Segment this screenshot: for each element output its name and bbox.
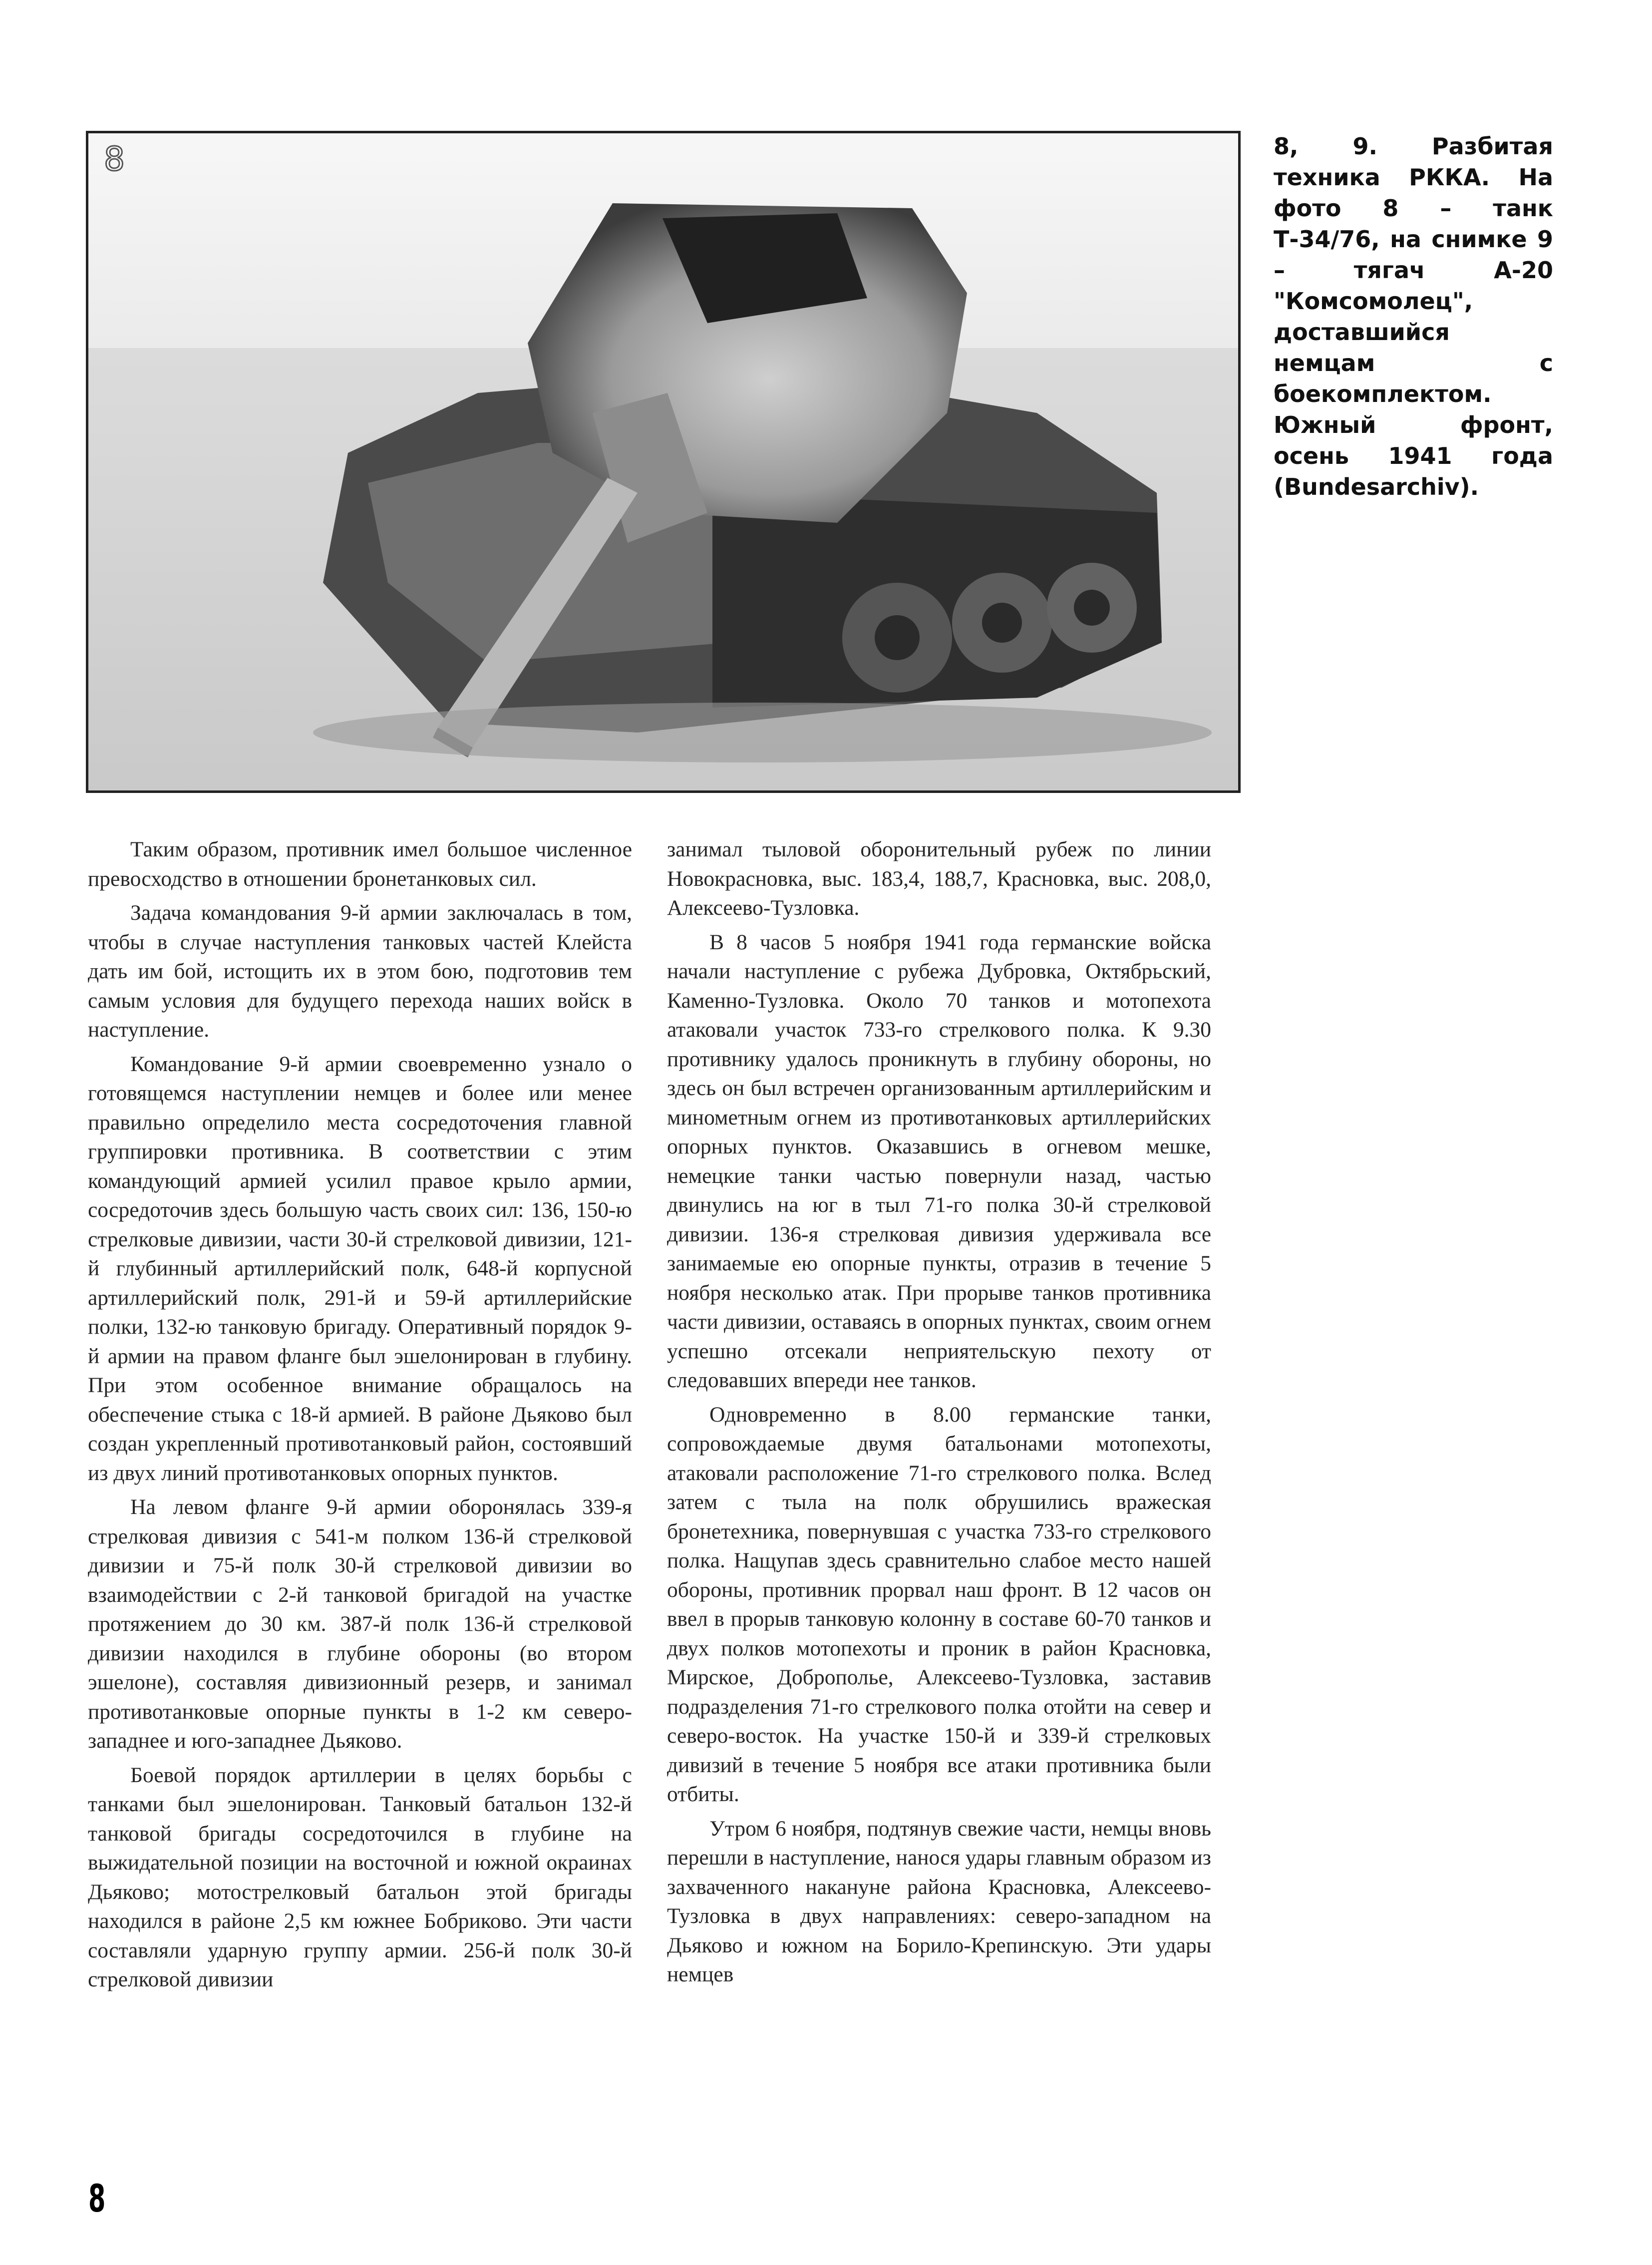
text-column-right (667, 835, 1211, 1989)
tank-photo (86, 131, 1241, 793)
paragraph: На левом фланге 9-й армии оборонялась 339-я стрелковая дивизия с 541-м полком 136-й стрелковой дивизии и 75-й полк 30-й стрелковой дивизии во взаимодействии с 2-й танковой бригадой на участке протяжением до 30 км. 387-й полк 136-й стрелковой дивизии находился в глубине обороны (во втором эшелоне), составляя дивизионный резерв, и занимал противотанковые опорные пункты в 1-2 км северо-западнее и юго-западнее Дьяково. (88, 1495, 632, 1753)
photo-number: 8 (104, 140, 125, 178)
paragraph: Командование 9-й армии своевременно узнало о готовящемся наступлении немцев и более или менее правильно определило места сосредоточения главной группировки противника. В соответствии с этим командующий армией усилил правое крыло армии, сосредоточив здесь большую часть своих сил: 136, 150-ю стрелковые дивизии, части 30-й стрелковой дивизии, 121-й глубинный артиллерийский полк, 648-й корпусной артиллерийский полк, 291-й и 59-й артиллерийские полки, 132-ю танковую бригаду. Оперативный порядок 9-й армии на правом фланге был эшелонирован в глубину. При этом особенное внимание обращалось на обеспечение стыка с 18-й армией. В районе Дьяково был создан укрепленный противотанковый район, состоявший из двух линий противотанковых опорных пунктов. (88, 1052, 632, 1485)
text-column-left (88, 835, 632, 1994)
paragraph: В 8 часов 5 ноября 1941 года германские войска начали наступление с рубежа Дубровка, Октябрьский, Каменно-Тузловка. Около 70 танков и мотопехота атаковали участок 733-го стрелкового полка. К 9.30 противнику удалось проникнуть в глубину обороны, но здесь он был встречен организованным артиллерийским и минометным огнем из противотанковых артиллерийских опорных пунктов. Оказавшись в огневом мешке, немецкие танки частью повернули назад, частью двинулись на юг в тыл 71-го полка 30-й стрелковой дивизии. 136-я стрелковая дивизия удерживала все занимаемые ею опорные пункты, отразив в течение 5 ноября несколько атак. При прорыве танков противника части дивизии, оставаясь в опорных пунктах, своим огнем успешно отсекали неприятельскую пехоту от следовавших впереди нее танков. (667, 930, 1211, 1392)
page-number: 8 (88, 2176, 106, 2221)
destroyed-t34-tank-illustration (88, 133, 1238, 790)
paragraph: Одновременно в 8.00 германские танки, сопровождаемые двумя батальонами мотопехоты, атаковали расположение 71-го стрелкового полка. Вслед затем с тыла на полк обрушились вражеская бронетехника, повернувшая с участка 733-го стрелкового полка. Нащупав здесь сравнительно слабое место нашей обороны, противник прорвал наш фронт. В 12 часов он ввел в прорыв танковую колонну в составе 60-70 танков и двух полков мотопехоты и проник в район Красновка, Мирское, Доброполье, Алексеево-Тузловка, заставив подразделения 71-го стрелкового полка отойти на север и северо-восток. На участке 150-й и 339-й стрелковых дивизий в течение 5 ноября все атаки противника были отбиты. (667, 1402, 1211, 1806)
paragraph: занимал тыловой оборонительный рубеж по линии Новокрасновка, выс. 183,4, 188,7, Красновка, выс. 208,0, Алексеево-Тузловка. (667, 837, 1211, 920)
paragraph: Утром 6 ноября, подтянув свежие части, немцы вновь перешли в наступление, нанося удары главным образом из захваченного накануне района Красновка, Алексеево-Тузловка в двух направлениях: северо-западном на Дьяково и южном на Борило-Крепинскую. Эти удары немцев (667, 1816, 1211, 1986)
paragraph: Задача командования 9-й армии заключалась в том, чтобы в случае наступления танковых частей Клейста дать им бой, истощить их в этом бою, подготовив тем самым условия для будущего перехода наших войск в наступление. (88, 901, 632, 1042)
paragraph: Таким образом, противник имел большое численное превосходство в отношении бронетанковых сил. (88, 837, 632, 891)
paragraph: Боевой порядок артиллерии в целях борьбы с танками был эшелонирован. Танковый батальон 132-й танковой бригады сосредоточился в глубине на выжидательной позиции на восточной и южной окраинах Дьяково; мотострелковый батальон этой бригады находился в районе 2,5 км южнее Бобриково. Эти части составляли ударную группу армии. 256-й полк 30-й стрелковой дивизии (88, 1763, 632, 1991)
figure-caption: 8, 9. Разбитая техника РККА. На фото 8 – танк Т-34/76, на снимке 9 – тягач А-20 "Комсомолец", доставшийся немцам с боекомплектом. Южный фронт, осень 1941 года (Bundesarchiv). (1274, 133, 1553, 500)
